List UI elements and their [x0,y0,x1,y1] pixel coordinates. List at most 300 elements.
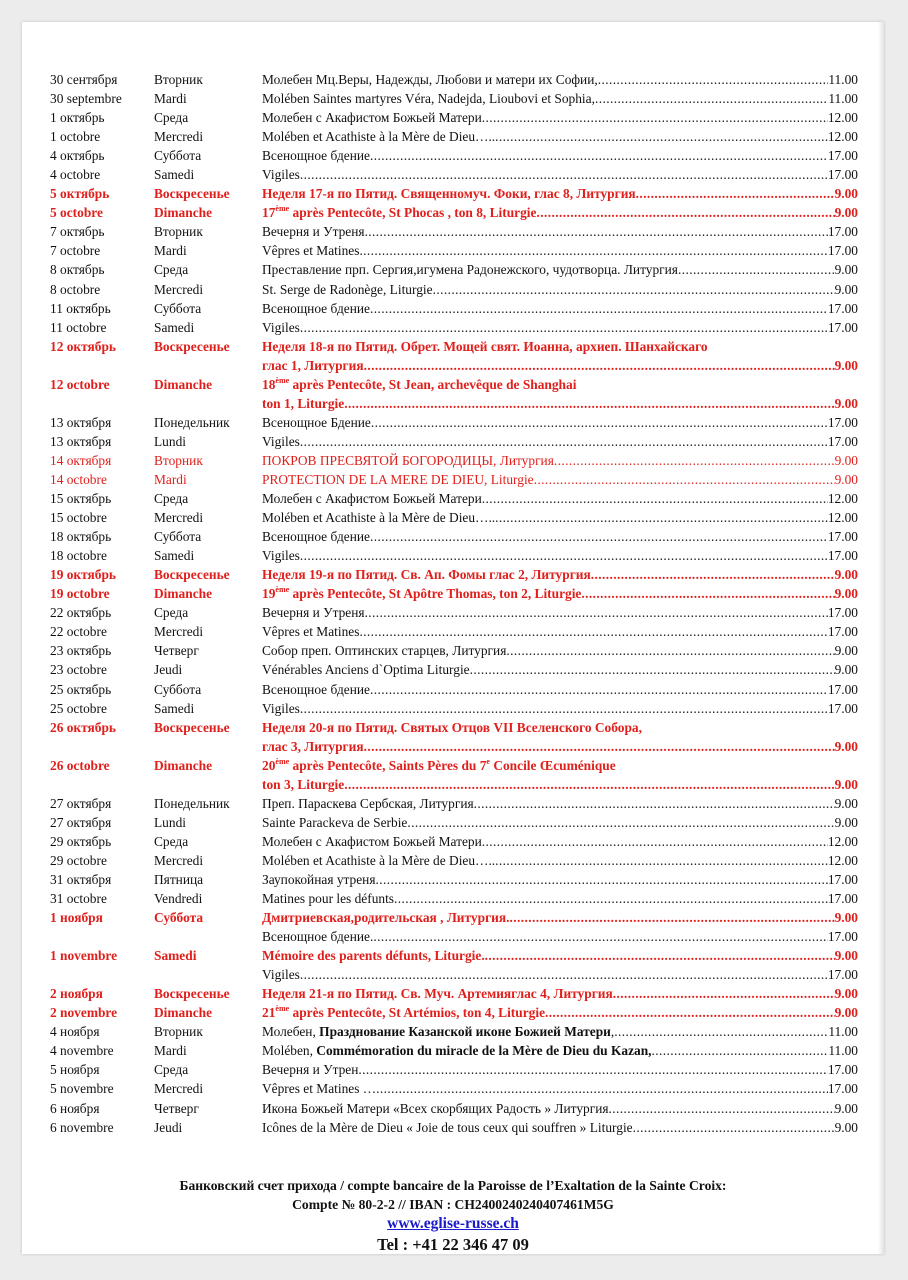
title-text: Vigiles [262,433,300,449]
service-date: 22 octobre [50,624,107,640]
schedule-row [50,299,860,318]
service-time: 12.00 [827,129,858,145]
title-text-continued: après Pentecôte, St Apôtre Thomas, ton 2, Liturgie [289,586,582,602]
service-date: 1 октябрь [50,110,105,126]
service-weekday: Понедельник [154,795,230,811]
service-title [262,870,376,889]
schedule-row [50,337,860,356]
schedule-row [50,184,860,203]
service-description [262,318,860,337]
schedule-row [50,1060,860,1079]
dot-leader [358,1060,827,1079]
schedule-row [50,1118,860,1137]
service-description [262,89,860,108]
service-weekday: Воскресенье [154,986,230,1002]
service-date: 26 октябрь [50,719,117,735]
title-text: PROTECTION DE LA MERE DE DIEU, Liturgie [262,471,534,487]
service-weekday: Dimanche [154,586,213,602]
parish-footer [22,1176,884,1256]
service-time: 17.00 [827,414,858,430]
title-text: Sainte Parackeva de Serbie [262,814,408,830]
service-description [262,413,860,432]
dot-leader [482,108,828,127]
service-title [262,260,678,279]
dot-leader [370,299,828,318]
title-text: Всенощное бдение. [262,929,374,945]
service-time: 17.00 [827,224,858,240]
service-time: 9.00 [834,357,858,373]
service-description [262,718,860,737]
service-description [262,927,860,946]
service-description [262,851,860,870]
service-time: 9.00 [834,776,858,792]
schedule-row [50,165,860,184]
dot-leader [636,184,835,203]
service-description [262,1003,860,1022]
schedule-row [50,737,860,756]
service-date: 25 octobre [50,700,107,716]
service-title [262,1099,609,1118]
service-description [262,889,860,908]
title-text: Всенощное бдение [262,300,370,316]
dot-leader [300,699,828,718]
title-text: Неделя 17-я по Пятид. Священномуч. Фоки, глас 8, Литургия [262,186,636,202]
service-weekday: Dimanche [154,1005,213,1021]
dot-leader [506,641,834,660]
ordinal-suffix: ème [275,1004,290,1014]
service-date: 26 octobre [50,757,110,773]
service-date: 14 октября [50,452,112,468]
dot-leader [591,565,835,584]
title-text: Молебен с Акафистом Божьей Матери [262,110,482,126]
dot-leader [365,222,828,241]
service-weekday: Mardi [154,471,187,487]
service-time: 11.00 [828,91,858,107]
ordinal-suffix: ème [275,204,290,214]
schedule-row [50,89,860,108]
dot-leader [365,603,828,622]
title-text: 19 [262,586,276,602]
title-text: Вечерня и Утреня [262,605,365,621]
title-text: Икона Божьей Матери «Всех скорбящих Радость » Литургия [262,1100,609,1116]
bank-account-heading: Банковский счет прихода / compte bancaire de la Paroisse de l’Exaltation de la Sainte Croix: [179,1178,727,1193]
service-date: 13 октября [50,414,112,430]
service-title [262,89,595,108]
service-date: 13 октября [50,433,112,449]
service-description [262,794,860,813]
schedule-row [50,470,860,489]
service-title [262,432,300,451]
service-description [262,584,860,603]
bulletin-page [22,22,884,1254]
service-time: 17.00 [827,891,858,907]
service-weekday: Dimanche [154,376,213,392]
dot-leader [300,546,828,565]
service-title [262,718,642,737]
dot-leader [376,1079,828,1098]
service-date: 27 октября [50,795,112,811]
schedule-row [50,241,860,260]
schedule-row [50,1079,860,1098]
service-weekday: Jeudi [154,1119,183,1135]
title-text: Дмитриевская,родительская , Литургия. [262,910,510,926]
service-time: 17.00 [827,871,858,887]
service-time: 9.00 [834,586,858,602]
service-date: 19 octobre [50,586,110,602]
service-time: 9.00 [834,795,858,811]
schedule-row [50,356,860,375]
service-time: 9.00 [834,205,858,221]
service-date: 2 novembre [50,1005,118,1021]
service-weekday: Dimanche [154,757,213,773]
title-text: Неделя 21-я по Пятид. Св. Муч. Артемияглас 4, Литургия [262,986,613,1002]
schedule-row [50,699,860,718]
dot-leader [394,889,828,908]
dot-leader [545,1003,835,1022]
service-date: 31 октября [50,871,112,887]
iban-line: Compte № 80-2-2 // IBAN : CH2400240240407461M5G [292,1197,614,1212]
service-date: 31 octobre [50,891,107,907]
schedule-row [50,260,860,279]
service-time: 11.00 [828,72,858,87]
service-weekday [154,356,262,375]
service-description [262,775,860,794]
service-description [262,565,860,584]
dot-leader [482,489,828,508]
service-weekday: Dimanche [154,205,213,221]
ordinal-suffix: ème [275,756,290,766]
schedule-row [50,527,860,546]
schedule-row [50,1022,860,1041]
schedule-row [50,870,860,889]
service-title [262,737,364,756]
service-time: 17.00 [827,529,858,545]
service-weekday: Среда [154,110,189,126]
service-title [262,108,482,127]
service-date: 14 octobre [50,471,107,487]
service-time: 12.00 [827,510,858,526]
service-date [50,356,154,375]
schedule-row [50,1099,860,1118]
service-time: 17.00 [827,167,858,183]
service-title [262,508,495,527]
service-title [262,394,344,413]
title-text: Заупокойная утреня [262,871,376,887]
service-description [262,165,860,184]
service-description [262,1060,860,1079]
service-time: 9.00 [834,948,858,964]
service-weekday: Mercredi [154,129,204,145]
service-weekday: Суббота [154,300,202,316]
service-title [262,965,300,984]
service-time: 11.00 [828,1043,858,1059]
service-title [262,1003,545,1022]
dot-leader [370,680,828,699]
service-date: 5 novembre [50,1081,114,1097]
title-text: ton 3, Liturgie [262,776,345,792]
schedule-row [50,927,860,946]
dot-leader [633,1118,835,1137]
service-title [262,546,300,565]
service-description [262,241,860,260]
dot-leader [678,260,835,279]
title-text: Vigiles [262,319,300,335]
title-text: Собор преп. Оптинских старцев, Литургия [262,643,507,659]
dot-leader [613,984,835,1003]
service-weekday: Четверг [154,1100,199,1116]
title-text-continued: après Pentecôte, St Phocas , ton 8, Liturgie [289,205,537,221]
service-time: 17.00 [827,433,858,449]
service-description [262,299,860,318]
service-date: 30 septembre [50,91,122,107]
page-edge [878,22,884,1254]
schedule-row [50,965,860,984]
dot-leader [300,318,828,337]
dot-leader [376,870,828,889]
schedule-row [50,984,860,1003]
service-title [262,184,636,203]
service-weekday: Samedi [154,700,195,716]
service-title [262,794,474,813]
title-text: Vigiles [262,967,300,983]
service-time: 17.00 [827,929,858,945]
website-link[interactable]: www.eglise-russe.ch [387,1215,519,1232]
service-date: 4 novembre [50,1043,114,1059]
service-title [262,775,344,794]
schedule-row [50,908,860,927]
service-weekday: Четверг [154,643,199,659]
service-time: 17.00 [827,624,858,640]
dot-leader [359,241,827,260]
service-title [262,356,364,375]
service-weekday: Вторник [154,1024,203,1040]
schedule-row [50,641,860,660]
dot-leader [474,794,835,813]
service-date: 4 octobre [50,167,101,183]
service-date: 15 октябрь [50,491,112,507]
title-text: Vigiles [262,167,300,183]
dot-leader [598,70,829,89]
schedule-row [50,1041,860,1060]
title-text: Molében, [262,1043,317,1059]
service-description [262,984,860,1003]
schedule-row [50,565,860,584]
title-text: 17 [262,205,276,221]
title-text: Молебен Мц.Веры, Надежды, Любови и матери их Софии, [262,72,598,87]
service-weekday: Lundi [154,433,186,449]
dot-leader [359,622,827,641]
schedule-row [50,394,860,413]
title-text: Molében et Acathiste à la Mère de Dieu….. [262,852,496,868]
service-description [262,622,860,641]
service-weekday: Mercredi [154,624,204,640]
service-description [262,489,860,508]
title-bold-text: Празднование Казанской иконе Божией Матери [319,1024,611,1040]
service-time: 12.00 [827,491,858,507]
service-weekday: Vendredi [154,891,203,907]
service-weekday: Суббота [154,529,202,545]
service-title [262,1118,633,1137]
title-text: 18 [262,376,276,392]
title-text: St. Serge de Radonège, Liturgie [262,281,433,297]
service-title [262,680,370,699]
service-description [262,70,860,89]
service-weekday: Суббота [154,148,202,164]
service-title [262,813,407,832]
service-time: 9.00 [834,814,858,830]
schedule-row [50,680,860,699]
dot-leader [495,127,828,146]
service-description [262,603,860,622]
dot-leader [364,356,835,375]
service-title [262,1022,614,1041]
dot-leader [554,451,835,470]
ordinal-suffix: e [486,756,490,766]
service-date [50,775,154,794]
title-text: Matines pour les défunts [262,891,395,907]
dot-leader [536,203,834,222]
dot-leader [344,394,834,413]
dot-leader [595,89,828,108]
service-weekday [154,927,262,946]
title-text: Vénérables Anciens d`Optima Liturgie [262,662,470,678]
service-description [262,832,860,851]
service-description [262,260,860,279]
dot-leader [300,965,828,984]
service-title [262,699,300,718]
service-date: 2 ноября [50,986,103,1002]
service-time: 17.00 [827,243,858,259]
service-time: 12.00 [827,852,858,868]
dot-leader [407,813,834,832]
service-weekday [154,394,262,413]
service-description [262,908,860,927]
schedule-row [50,146,860,165]
service-date: 18 октябрь [50,529,112,545]
title-text: Неделя 18-я по Пятид. Обрет. Мощей свят. Иоанна, архиеп. Шанхайскаго [262,338,708,354]
title-text: глас 1, Литургия [262,357,364,373]
service-weekday: Samedi [154,948,197,964]
schedule-row [50,603,860,622]
service-date: 5 octobre [50,205,103,221]
service-date: 8 октябрь [50,262,105,278]
service-date: 5 октябрь [50,186,110,202]
schedule-row [50,318,860,337]
title-text: Вечерня и Утреня [262,224,365,240]
dot-leader [370,146,828,165]
service-description [262,280,860,299]
service-time: 9.00 [834,452,858,468]
service-date: 1 novembre [50,948,118,964]
service-date: 29 октябрь [50,833,112,849]
service-title [262,756,616,775]
dot-leader [373,927,828,946]
service-time: 9.00 [834,643,858,659]
title-text: Vêpres et Matines … [262,1081,377,1097]
title-text: Molében et Acathiste à la Mère de Dieu….. [262,129,496,145]
title-text: Всенощное бдение [262,681,370,697]
service-title [262,908,509,927]
service-weekday: Вторник [154,72,203,87]
service-date: 22 октябрь [50,605,112,621]
service-time: 17.00 [827,681,858,697]
service-time: 9.00 [834,910,858,926]
service-weekday: Samedi [154,319,195,335]
service-weekday: Понедельник [154,414,230,430]
title-text-continued: , [610,1024,615,1040]
service-date: 25 октябрь [50,681,112,697]
service-description [262,146,860,165]
service-date: 1 ноября [50,910,103,926]
title-text: Преп. Параскева Сербская, Литургия [262,795,474,811]
service-date: 12 октябрь [50,338,117,354]
service-date: 15 octobre [50,510,107,526]
title-text: ПОКРОВ ПРЕСВЯТОЙ БОГОРОДИЦЫ, Литургия [262,452,554,468]
service-weekday [154,965,262,984]
service-time: 12.00 [827,833,858,849]
schedule-row [50,127,860,146]
service-time: 17.00 [827,300,858,316]
title-text-continued: Concile Œcuménique [489,757,616,773]
service-weekday: Samedi [154,167,195,183]
service-date: 23 октябрь [50,643,112,659]
service-description [262,680,860,699]
service-date: 11 октябрь [50,300,111,316]
service-title [262,832,482,851]
schedule-row [50,813,860,832]
title-text: Icônes de la Mère de Dieu « Joie de tous ceux qui souffren » Liturgie [262,1119,633,1135]
service-date [50,737,154,756]
service-time: 17.00 [827,548,858,564]
service-date: 7 октябрь [50,224,105,240]
service-description [262,527,860,546]
schedule-row [50,508,860,527]
schedule-row [50,832,860,851]
service-time: 9.00 [834,986,858,1002]
service-date: 27 октября [50,814,112,830]
service-description [262,641,860,660]
service-description [262,108,860,127]
service-title [262,1060,358,1079]
title-text: Molében Saintes martyres Véra, Nadejda, Lioubovi et Sophia, [262,91,595,107]
service-title [262,451,554,470]
service-date: 12 octobre [50,376,110,392]
dot-leader [485,946,835,965]
service-weekday [154,737,262,756]
service-description [262,1118,860,1137]
service-date: 30 сентября [50,72,118,87]
service-weekday: Пятница [154,871,204,887]
service-description [262,660,860,679]
service-title [262,660,470,679]
service-weekday: Среда [154,833,189,849]
service-date: 6 ноября [50,1100,100,1116]
service-time: 9.00 [834,662,858,678]
service-weekday: Суббота [154,910,204,926]
service-date: 29 octobre [50,852,107,868]
service-title [262,280,433,299]
service-title [262,222,365,241]
dot-leader [300,165,828,184]
service-description [262,375,860,394]
service-date: 18 octobre [50,548,107,564]
schedule-row [50,946,860,965]
service-description [262,470,860,489]
service-title [262,489,482,508]
dot-leader [344,775,834,794]
service-date: 6 novembre [50,1119,114,1135]
service-title [262,203,536,222]
